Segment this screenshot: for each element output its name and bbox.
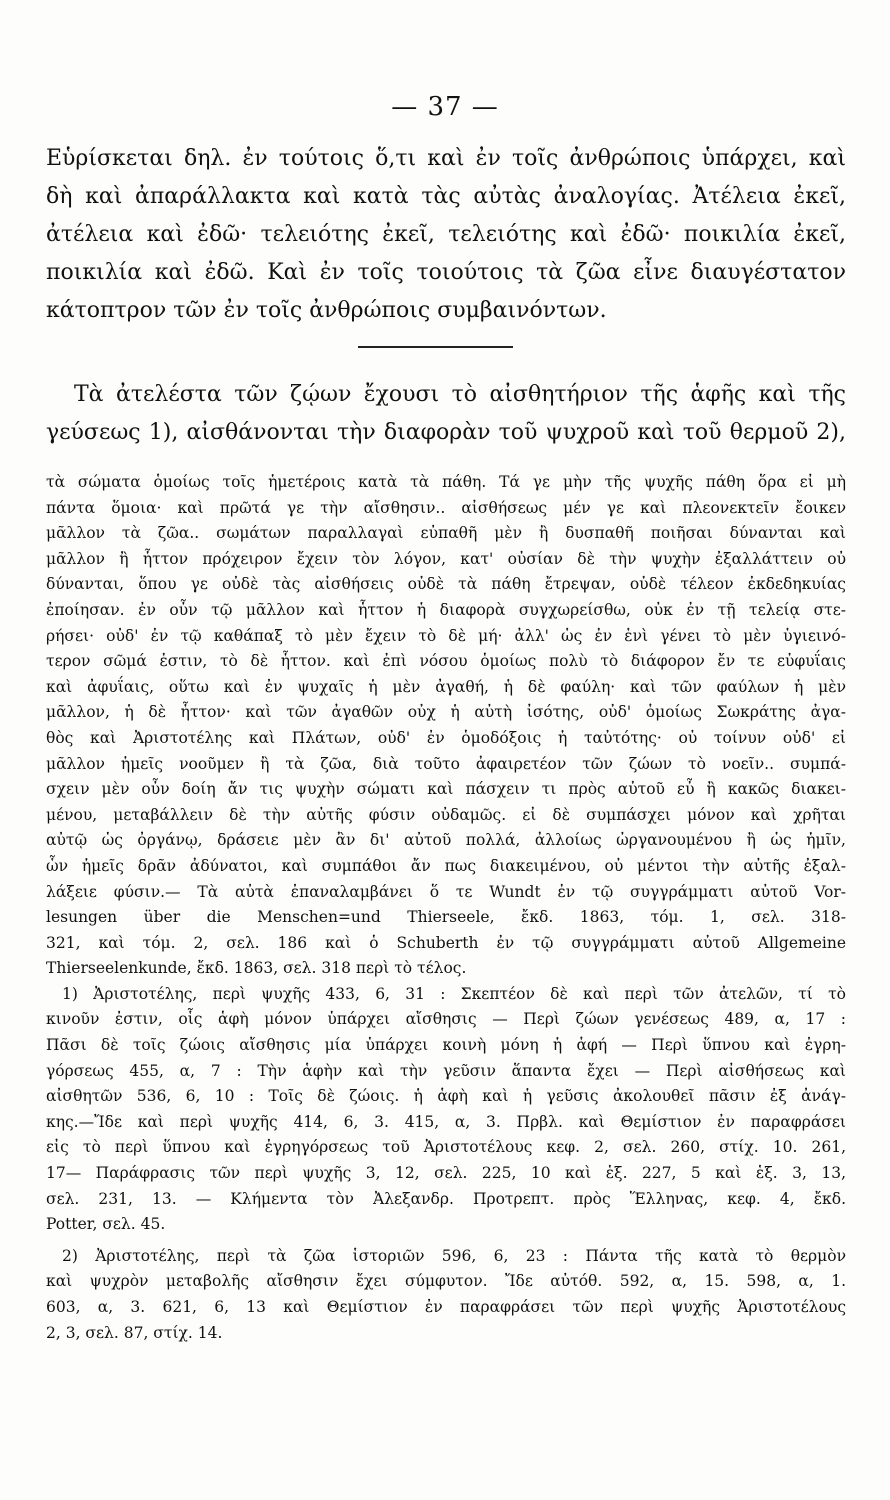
footnote-line: 17— Παράφρασις τῶν περὶ ψυχῆς 3, 12, σελ. 225, 10 καὶ ἑξ. 227, 5 καὶ ἑξ. 3, 13, xyxy=(46,1164,846,1183)
footnote-line: μᾶλλον τὰ ζῶα.. σωμάτων παραλλαγαὶ εὐπαθῆ μὲν ἢ δυσπαθῆ ποιῆσαι δύνανται καὶ xyxy=(46,524,846,543)
footnote-line: πάντα ὅμοια· καὶ πρῶτά γε τὴν αἴσθησιν.. αἰσθήσεως μέν γε καὶ πλεονεκτεῖν ἔοικεν xyxy=(46,498,846,517)
paragraph-2 xyxy=(46,376,846,452)
footnote-line: σχειν μὲν οὖν δοίη ἄν τις ψυχὴν σώματι καὶ πάσχειν τι πρὸς αὐτοῦ εὖ ἢ κακῶς διακει- xyxy=(46,780,846,799)
footnote-line: ρήσει· οὐδ' ἐν τῷ καθάπαξ τὸ μὲν ἔχειν τὸ δὲ μή· ἀλλ' ὡς ἐν ἑνὶ γένει τὸ μὲν ὑγιεινό- xyxy=(46,626,846,645)
footnote-line: κινοῦν ἐστιν, οἷς ἁφὴ μόνον ὑπάρχει αἴσθησις — Περὶ ζώων γενέσεως 489, α, 17 : xyxy=(46,1010,846,1029)
footnote-line: εἰς τὸ περὶ ὕπνου καὶ ἐγρηγόρσεως τοῦ Ἀριστοτέλους κεφ. 2, σελ. 260, στίχ. 10. 261, xyxy=(46,1138,846,1157)
text-line: κάτοπτρον τῶν ἐν τοῖς ἀνθρώποις συμβαινόντων. xyxy=(46,298,607,323)
footnote-line: θὸς καὶ Ἀριστοτέλης καὶ Πλάτων, οὐδ' ἐν ὁμοδόξοις ἡ ταὐτότης· οὐ τοίνυν οὐδ' εἰ xyxy=(46,728,846,747)
footnote-continuation xyxy=(46,470,846,982)
footnote-line: 2) Ἀριστοτέλης, περὶ τὰ ζῶα ἱστοριῶν 596, 6, 23 : Πάντα τῆς κατὰ τὸ θερμὸν xyxy=(62,1246,846,1265)
footnotes xyxy=(46,470,846,1346)
text-line: ἀτέλεια καὶ ἐδῶ· τελειότης ἐκεῖ, τελειότης καὶ ἐδῶ· ποικιλία ἐκεῖ, xyxy=(46,222,846,247)
footnote-line: 603, α, 3. 621, 6, 13 καὶ Θεμίστιον ἐν παραφράσει τῶν περὶ ψυχῆς Ἀριστοτέλους xyxy=(46,1298,846,1316)
text-line: δὴ καὶ ἀπαράλλακτα καὶ κατὰ τὰς αὐτὰς ἀναλογίας. Ἀτέλεια ἐκεῖ, xyxy=(46,184,846,209)
footnote-1 xyxy=(46,982,846,1238)
text-line: Εὑρίσκεται δηλ. ἐν τούτοις ὅ,τι καὶ ἐν τοῖς ἀνθρώποις ὑπάρχει, καὶ xyxy=(46,146,846,171)
footnote-line: Πᾶσι δὲ τοῖς ζώοις αἴσθησις μία ὑπάρχει κοινὴ μόνη ἡ ἁφή — Περὶ ὕπνου καὶ ἐγρη- xyxy=(46,1036,846,1055)
footnote-line: τὰ σώματα ὁμοίως τοῖς ἡμετέροις κατὰ τὰ πάθη. Τά γε μὴν τῆς ψυχῆς πάθη ὅρα εἰ μὴ xyxy=(46,473,846,491)
footnote-line: αὐτῷ ὡς ὀργάνῳ, δράσειε μὲν ἂν δι' αὐτοῦ πολλά, ἀλλοίως ὠργανουμένου ἢ ὡς ἡμῖν, xyxy=(46,831,846,850)
footnote-line: δύνανται, ὅπου γε οὐδὲ τὰς αἰσθήσεις οὐδὲ τὰ πάθη ἔτρεψαν, οὐδὲ τέλεον ἐκδεδηκυίας xyxy=(46,575,846,594)
footnote-line: 2, 3, σελ. 87, στίχ. 14. xyxy=(46,1323,223,1342)
footnote-line: Thierseelenkunde, ἔκδ. 1863, σελ. 318 περὶ τὸ τέλος. xyxy=(46,959,467,978)
footnote-line: αἰσθητῶν 536, 6, 10 : Τοῖς δὲ ζώοις. ἡ ἁφὴ καὶ ἡ γεῦσις ἀκολουθεῖ πᾶσιν ἐξ ἀνάγ- xyxy=(46,1087,846,1106)
footnote-line: 321, καὶ τόμ. 2, σελ. 186 καὶ ὁ Schuberth ἐν τῷ συγγράμματι αὐτοῦ Allgemeine xyxy=(46,933,846,952)
footnote-2 xyxy=(46,1244,846,1346)
footnote-line: lesungen über die Menschen=und Thierseele, ἔκδ. 1863, τόμ. 1, σελ. 318- xyxy=(46,908,846,927)
footnote-line: μᾶλλον ἡμεῖς νοοῦμεν ἢ τὰ ζῶα, διὰ τοῦτο ἀφαιρετέον τῶν ζώων τὸ νοεῖν.. συμπά- xyxy=(46,754,846,773)
section-divider xyxy=(358,346,513,348)
footnote-line: γόρσεως 455, α, 7 : Τὴν ἁφὴν καὶ τὴν γεῦσιν ἅπαντα ἔχει — Περὶ αἰσθήσεως καὶ xyxy=(46,1061,846,1080)
text-line: ποικιλία καὶ ἐδῶ. Καὶ ἐν τοῖς τοιούτοις τὰ ζῶα εἶνε διαυγέστατον xyxy=(46,260,846,285)
footnote-line: Potter, σελ. 45. xyxy=(46,1215,166,1234)
footnote-line: καὶ ἀφυΐαις, οὕτω καὶ ἐν ψυχαῖς ἡ μὲν ἀγαθή, ἡ δὲ φαύλη· καὶ τῶν φαύλων ἡ μὲν xyxy=(46,677,846,696)
footnote-line: λάξειε φύσιν.— Τὰ αὐτὰ ἐπαναλαμβάνει ὅ τε Wundt ἐν τῷ συγγράμματι αὐτοῦ Vor- xyxy=(46,882,846,901)
text-line: Τὰ ἀτελέστα τῶν ζῴων ἔχουσι τὸ αἰσθητήριον τῆς ἁφῆς καὶ τῆς xyxy=(74,382,846,407)
footnote-line: ἐποίησαν. ἐν οὖν τῷ μᾶλλον καὶ ἧττον ἡ διαφορὰ συγχωρείσθω, οὐκ ἐν τῇ τελείᾳ στε- xyxy=(46,600,846,619)
footnote-line: τερον σῶμά ἐστιν, τὸ δὲ ἧττον. καὶ ἐπὶ νόσου ὁμοίως πολὺ τὸ διάφορον ἔν τε εὐφυΐαις xyxy=(46,652,846,671)
footnote-line: μένου, μεταβάλλειν δὲ τὴν αὐτῆς φύσιν οὐδαμῶς. εἰ δὲ συμπάσχει μόνον καὶ χρῆται xyxy=(46,805,846,824)
footnote-line: 1) Ἀριστοτέλης, περὶ ψυχῆς 433, 6, 31 : Σκεπτέον δὲ καὶ περὶ τῶν ἀτελῶν, τί τὸ xyxy=(62,984,846,1003)
footnote-line: καὶ ψυχρὸν μεταβολῆς αἴσθησιν ἔχει σύμφυτον. Ἴδε αὐτόθ. 592, α, 15. 598, α, 1. xyxy=(46,1272,846,1291)
text-line: γεύσεως 1), αἰσθάνονται τὴν διαφορὰν τοῦ ψυχροῦ καὶ τοῦ θερμοῦ 2), xyxy=(46,420,846,445)
footnote-line: μᾶλλον, ἡ δὲ ἧττον· καὶ τῶν ἀγαθῶν οὐχ ἡ αὐτὴ ἰσότης, οὐδ' ὁμοίως Σωκράτης ἀγα- xyxy=(46,703,846,722)
footnote-line: ὧν ἡμεῖς δρᾶν ἀδύνατοι, καὶ συμπάθοι ἄν πως διακειμένου, οὐ μέντοι τὴν αὐτῆς ἐξαλ- xyxy=(46,856,846,875)
footnote-line: σελ. 231, 13. — Κλήμεντα τὸν Ἀλεξανδρ. Προτρεπτ. πρὸς Ἕλληνας, κεφ. 4, ἔκδ. xyxy=(46,1189,846,1208)
footnote-line: κης.—Ἴδε καὶ περὶ ψυχῆς 414, 6, 3. 415, α, 3. Πρβλ. καὶ Θεμίστιον ἐν παραφράσει xyxy=(46,1112,846,1131)
footnote-line: μᾶλλον ἢ ἧττον πρόχειρον ἔχειν τὸν λόγον, κατ' οὐσίαν δὲ τὴν ψυχὴν ἐξαλλάττειν οὐ xyxy=(46,549,846,568)
page-number: — 37 — xyxy=(391,92,499,122)
paragraph-1 xyxy=(46,140,846,330)
